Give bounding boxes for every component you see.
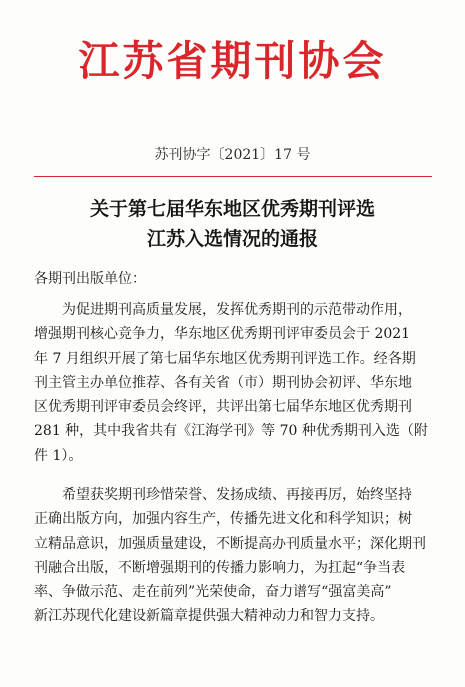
paragraph-line: 281 种，其中我省共有《江海学刊》等 70 种优秀期刊入选（附 xyxy=(34,423,428,440)
body-paragraph-1 xyxy=(34,298,432,468)
body-paragraph-2 xyxy=(34,483,432,629)
paragraph-line: 正确出版方向，加强内容生产，传播先进文化和科学知识；树 xyxy=(34,511,412,528)
paragraph-line: 区优秀期刊评审委员会终评，共评出第七届华东地区优秀期刊 xyxy=(34,399,412,416)
document-title xyxy=(0,194,465,254)
paragraph-line: 刊主管主办单位推荐、各有关省（市）期刊协会初评、华东地 xyxy=(34,374,412,391)
paragraph-line: 增强期刊核心竞争力，华东地区优秀期刊评审委员会于 2021 xyxy=(34,326,411,343)
paragraph-line: 率、争做示范、走在前列”光荣使命，奋力谱写“强富美高” xyxy=(34,584,392,601)
paragraph-line: 为促进期刊高质量发展，发挥优秀期刊的示范带动作用， xyxy=(62,302,412,318)
title-line-1: 关于第七届华东地区优秀期刊评选 xyxy=(89,198,375,220)
paragraph-line: 立精品意识，加强质量建设，不断提高办刊质量水平；深化期刊 xyxy=(34,535,426,552)
red-divider xyxy=(34,176,432,177)
paragraph-line: 希望获奖期刊珍惜荣誉、发扬成绩、再接再厉，始终坚持 xyxy=(62,487,412,503)
organization-header: 江苏省期刊协会 xyxy=(78,37,387,85)
document-number: 苏刊协字〔2021〕17 号 xyxy=(154,147,311,163)
paragraph-line: 新江苏现代化建设新篇章提供强大精神动力和智力支持。 xyxy=(34,608,384,625)
paragraph-line: 件 1）。 xyxy=(34,447,83,464)
title-line-2: 江苏入选情况的通报 xyxy=(146,228,318,250)
paragraph-line: 刊融合出版，不断增强期刊的传播力影响力，为扛起“争当表 xyxy=(34,559,406,576)
paragraph-line: 年 7 月组织开展了第七届华东地区优秀期刊评选工作。经各期 xyxy=(34,350,416,367)
salutation: 各期刊出版单位： xyxy=(34,271,146,287)
